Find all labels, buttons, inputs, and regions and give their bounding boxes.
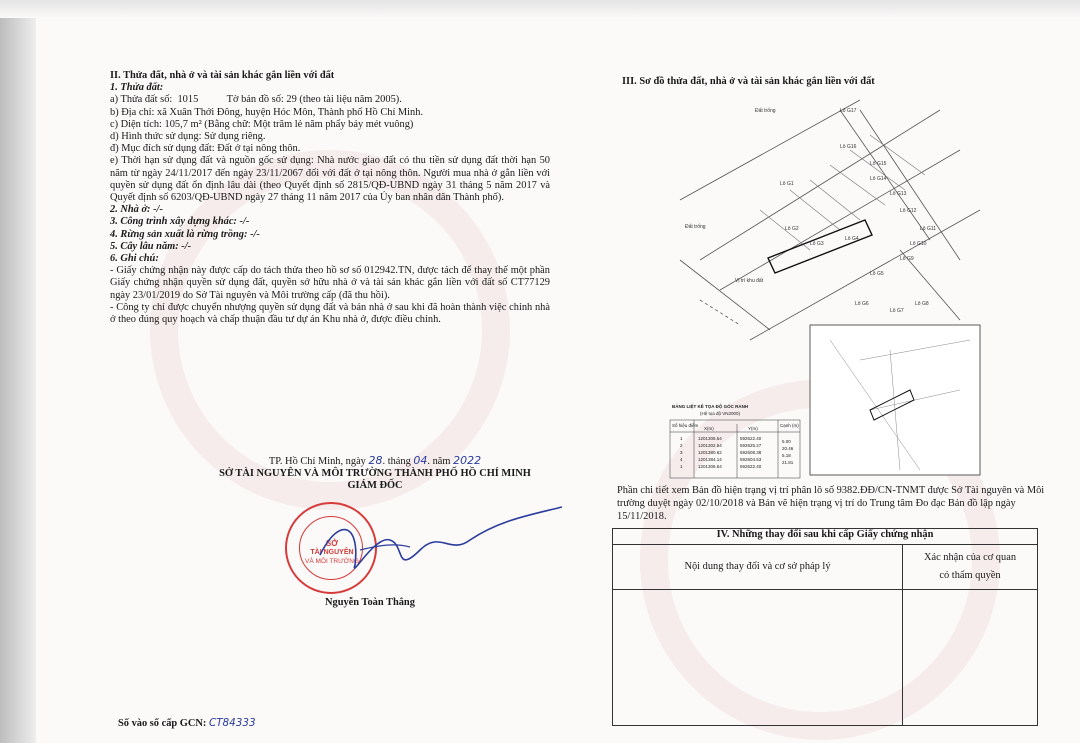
coord-cell: 592604.53 bbox=[740, 457, 762, 462]
scan-shadow-top bbox=[0, 0, 1080, 18]
gcn-register bbox=[118, 717, 256, 729]
usage-form: d) Hình thức sử dụng: Sử dụng riêng. bbox=[110, 131, 266, 143]
date-month: 04 bbox=[413, 454, 428, 467]
coord-head-0: Số hiệu điểm bbox=[672, 423, 699, 428]
map-label-road: Vị trí khu đất bbox=[735, 278, 764, 284]
notes-heading: 6. Ghi chú: bbox=[110, 253, 159, 265]
coord-cell: 1 bbox=[680, 436, 683, 441]
lot-label-g10: Lô G10 bbox=[910, 241, 927, 247]
lot-label-g12: Lô G12 bbox=[900, 208, 917, 214]
parcel-map bbox=[660, 90, 990, 480]
lot-label-g7: Lô G7 bbox=[890, 308, 904, 314]
coord-cell: 2 bbox=[680, 443, 683, 448]
seal-text-1: SỞ bbox=[325, 539, 339, 548]
map-note: Phần chi tiết xem Bản đồ hiện trạng vị trí phân lô số 9382.ĐĐ/CN-TNMT được Sở Tài nguyên và Môi trường duyệt ngày 02/10/2018 và Bản vẽ hiện trạng vị trí do Trung tâm Đo đạc Bản đồ lập ngày 15/11/2018. bbox=[617, 485, 1045, 522]
signature-block bbox=[210, 455, 540, 492]
forest-info: 4. Rừng sản xuất là rừng trồng: -/- bbox=[110, 228, 260, 240]
section-2-title: II. Thửa đất, nhà ở và tài sản khác gắn liền với đất bbox=[110, 70, 335, 81]
coord-cell: 592622.40 bbox=[740, 436, 762, 441]
date-year: 2022 bbox=[453, 454, 482, 467]
changes-confirm-cell bbox=[903, 590, 1038, 726]
lot-label-g2: Lô G2 bbox=[785, 226, 799, 232]
coord-cell: 21.81 bbox=[782, 460, 794, 465]
signer-name: Nguyễn Toàn Thắng bbox=[325, 597, 415, 608]
construction-info: 3. Công trình xây dựng khác: -/- bbox=[110, 216, 250, 228]
changes-table bbox=[612, 528, 1038, 726]
parcel-line: a) Thửa đất số: 1015 Tờ bản đồ số: 29 (theo tài liệu năm 2005). bbox=[110, 94, 402, 106]
lot-label-g5: Lô G5 bbox=[870, 271, 884, 277]
note-2: - Công ty chỉ được chuyển nhượng quyền sử dụng đất và bán nhà ở sau khi đã hoàn thành việc chỉnh nhà ở theo đúng quy hoạch và chấp thuận đầu tư dự án Khu nhà ở, được điều chỉnh. bbox=[110, 301, 550, 326]
changes-content-cell bbox=[613, 590, 903, 726]
coord-cell: 1201380.62 bbox=[698, 450, 722, 455]
house-info: 2. Nhà ở: -/- bbox=[110, 204, 163, 216]
coord-cell: 5.18 bbox=[782, 453, 791, 458]
coord-cell: 1201306.64 bbox=[698, 464, 722, 469]
lot-label-g4: Lô G4 bbox=[845, 236, 859, 242]
section-3-title: III. Sơ đồ thửa đất, nhà ở và tài sản khác gắn liền với đất bbox=[622, 76, 875, 87]
coord-cell: 1201306.64 bbox=[698, 436, 722, 441]
lot-label-g3: Lô G3 bbox=[810, 241, 824, 247]
issuing-org: SỞ TÀI NGUYÊN VÀ MÔI TRƯỜNG THÀNH PHỐ HỒ CHÍ MINH bbox=[219, 468, 531, 479]
col2-line2: có thẩm quyền bbox=[939, 570, 1001, 581]
lot-label-g17: Lô G17 bbox=[840, 108, 857, 114]
section-2 bbox=[110, 70, 550, 326]
coord-cell: 1 bbox=[680, 464, 683, 469]
gcn-number: CT84333 bbox=[208, 717, 256, 729]
land-heading: 1. Thửa đất: bbox=[110, 82, 164, 94]
coord-cell: 3 bbox=[680, 450, 683, 455]
changes-col-content: Nội dung thay đổi và cơ sở pháp lý bbox=[613, 545, 903, 590]
lot-label-g16: Lô G16 bbox=[840, 144, 857, 150]
coord-cell: 592622.40 bbox=[740, 464, 762, 469]
address: b) Địa chỉ: xã Xuân Thới Đông, huyện Hóc Môn, Thành phố Hồ Chí Minh. bbox=[110, 106, 424, 118]
map-label-empty-2: Đất trống bbox=[685, 224, 706, 230]
date-prefix: TP. Hồ Chí Minh, ngày bbox=[268, 456, 366, 467]
seal-text-2: TÀI NGUYÊN bbox=[310, 549, 354, 556]
lot-label-g15: Lô G15 bbox=[870, 161, 887, 167]
lot-label-g6: Lô G6 bbox=[855, 301, 869, 307]
coord-head-3: Cạnh (m) bbox=[780, 423, 799, 428]
signer-position: GIÁM ĐỐC bbox=[347, 480, 403, 491]
changes-col-confirm bbox=[903, 545, 1038, 590]
coord-cell: 5.00 bbox=[782, 439, 791, 444]
month-label: . tháng bbox=[382, 456, 411, 467]
lot-label-g8: Lô G8 bbox=[915, 301, 929, 307]
location-inset bbox=[810, 325, 980, 475]
gcn-label: Số vào sổ cấp GCN: bbox=[118, 718, 207, 729]
year-label: . năm bbox=[427, 456, 451, 467]
lot-label-g14: Lô G14 bbox=[870, 176, 887, 182]
date-day: 28 bbox=[368, 454, 383, 467]
issue-date bbox=[210, 455, 540, 468]
note-1: - Giấy chứng nhận này được cấp do tách thửa theo hồ sơ số 012942.TN, được tách để thay thế một phần Giấy chứng nhận quyền sử dụng đất, quyền sở hữu nhà ở và tài sản khác gắn liền với đất số CT77129 ngày 23/01/2019 do Sở Tài nguyên và Môi trường cấp (đã thu hồi). bbox=[110, 265, 550, 301]
section-4-title: IV. Những thay đổi sau khi cấp Giấy chứng nhận bbox=[613, 529, 1038, 545]
coord-cell: 592608.38 bbox=[740, 450, 762, 455]
map-roads bbox=[680, 100, 980, 340]
coord-cell: 20.46 bbox=[782, 446, 794, 451]
coord-table-sub: (Hệ tọa độ VN2000) bbox=[700, 411, 741, 416]
coord-cell: 1201302.54 bbox=[698, 443, 722, 448]
handwritten-signature bbox=[300, 495, 570, 595]
land-term: e) Thời hạn sử dụng đất và nguồn gốc sử dụng: Nhà nước giao đất có thu tiền sử dụng đất thời hạn 50 năm từ ngày 24/11/2017 đến ngày 23/11/2067 đối với đất ở tại nông thôn. Người mua nhà ở gắn liền với quyền sử dụng đất ổn định lâu dài (theo Quyết định số 2815/QĐ-UBND ngày 31 tháng 5 năm 2017 và Quyết định số 6203/QĐ-UBND ngày 27 tháng 11 năm 2017 của Ủy ban nhân dân Thành phố). bbox=[110, 155, 550, 204]
coord-head-2: Y(m) bbox=[748, 426, 758, 431]
scan-shadow bbox=[0, 0, 36, 743]
coord-cell: 1201384.14 bbox=[698, 457, 722, 462]
lot-label-g9: Lô G9 bbox=[900, 256, 914, 262]
seal-text-3: VÀ MÔI TRƯỜNG bbox=[305, 558, 359, 565]
land-purpose: đ) Mục đích sử dụng đất: Đất ở tại nông thôn. bbox=[110, 143, 301, 155]
perennial-info: 5. Cây lâu năm: -/- bbox=[110, 240, 192, 252]
lot-label-g1: Lô G1 bbox=[780, 181, 794, 187]
coord-table bbox=[670, 402, 800, 478]
lot-label-g13: Lô G13 bbox=[890, 191, 907, 197]
coord-cell: 4 bbox=[680, 457, 683, 462]
coord-head-1: X(m) bbox=[704, 426, 714, 431]
coord-cell: 592625.27 bbox=[740, 443, 762, 448]
area: c) Diện tích: 105,7 m² (Bằng chữ: Một trăm lẻ năm phẩy bảy mét vuông) bbox=[110, 118, 414, 130]
coord-table-title: BẢNG LIỆT KÊ TỌA ĐỘ GÓC RANH bbox=[672, 404, 749, 409]
lot-label-g11: Lô G11 bbox=[920, 226, 937, 232]
col2-line1: Xác nhận của cơ quan bbox=[923, 552, 1017, 563]
map-label-empty: Đất trống bbox=[755, 108, 776, 114]
